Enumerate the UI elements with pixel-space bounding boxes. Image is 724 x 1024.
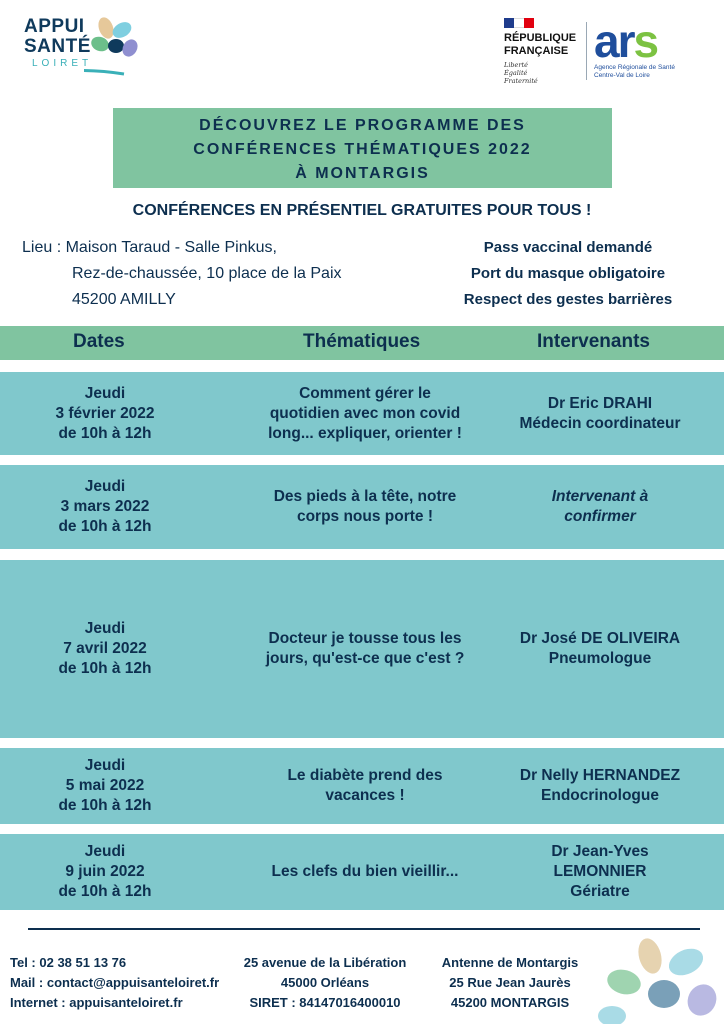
venue-line3: 45200 AMILLY bbox=[72, 291, 176, 308]
venue-info bbox=[22, 235, 342, 313]
footer-phone: Tel : 02 38 51 13 76 bbox=[10, 955, 127, 970]
subtitle: CONFÉRENCES EN PRÉSENTIEL GRATUITES POUR TOUS ! bbox=[132, 202, 592, 219]
footer-divider bbox=[28, 928, 700, 930]
ars-word-a: ar bbox=[594, 15, 634, 67]
footer-address bbox=[240, 953, 410, 1013]
speaker-name: Dr José DE OLIVEIRA bbox=[519, 630, 681, 647]
date-time: de 10h à 12h bbox=[58, 518, 152, 535]
row-speaker bbox=[500, 560, 700, 738]
table-row bbox=[0, 372, 724, 455]
row-date bbox=[30, 748, 180, 824]
ars-subtitle-2: Centre-Val de Loire bbox=[594, 72, 650, 79]
speaker-role: Pneumologue bbox=[548, 650, 652, 667]
footer-city: 45000 Orléans bbox=[280, 975, 370, 990]
row-speaker bbox=[500, 465, 700, 549]
speaker-role: Gériatre bbox=[570, 883, 630, 900]
speaker-name: Intervenant à bbox=[551, 488, 649, 505]
logo-line2: SANTÉ bbox=[24, 36, 91, 57]
date-value: 3 mars 2022 bbox=[60, 498, 150, 515]
title-line3: À MONTARGIS bbox=[295, 165, 430, 182]
row-date bbox=[30, 560, 180, 738]
antenne-street: 25 Rue Jean Jaurès bbox=[449, 975, 571, 990]
rf-line1: RÉPUBLIQUE bbox=[504, 32, 577, 44]
venue-line2: Rez-de-chaussée, 10 place de la Paix bbox=[72, 265, 342, 282]
row-date bbox=[30, 372, 180, 455]
header-dates: Dates bbox=[73, 331, 125, 352]
row-theme bbox=[245, 748, 485, 824]
date-value: 7 avril 2022 bbox=[63, 640, 147, 657]
theme-line: quotidien avec mon covid bbox=[269, 404, 461, 422]
french-flag-icon bbox=[504, 18, 534, 28]
antenne-title: Antenne de Montargis bbox=[441, 955, 579, 970]
ars-word-s: s bbox=[633, 15, 658, 67]
rf-line2: FRANÇAISE bbox=[504, 45, 569, 57]
requirements bbox=[420, 235, 716, 313]
row-date bbox=[30, 465, 180, 549]
speaker-role: Endocrinologue bbox=[541, 787, 659, 804]
speaker-name: Dr Jean-Yves bbox=[551, 843, 649, 860]
ars-wordmark bbox=[594, 15, 704, 67]
theme-line: Docteur je tousse tous les bbox=[268, 630, 462, 647]
ars-logo bbox=[594, 15, 704, 88]
motto-liberte: Liberté bbox=[504, 61, 528, 69]
speaker-role: Médecin coordinateur bbox=[519, 414, 681, 432]
appui-sante-logo bbox=[22, 14, 142, 84]
logo-line3: LOIRET bbox=[32, 58, 93, 69]
date-day: Jeudi bbox=[84, 620, 126, 637]
motto-egalite: Égalité bbox=[504, 69, 528, 77]
speaker-role: confirmer bbox=[564, 508, 636, 525]
footer-siret: SIRET : 84147016400010 bbox=[249, 995, 401, 1010]
speaker-name: Dr Eric DRAHI bbox=[547, 394, 653, 412]
footer-contact bbox=[10, 953, 219, 1013]
theme-line: corps nous porte ! bbox=[296, 508, 434, 525]
table-row bbox=[0, 465, 724, 549]
republique-francaise-logo bbox=[504, 18, 604, 88]
title-line1: DÉCOUVREZ LE PROGRAMME DES bbox=[199, 117, 526, 134]
row-speaker bbox=[500, 372, 700, 455]
petal-logo-icon bbox=[84, 14, 144, 84]
date-day: Jeudi bbox=[84, 843, 126, 860]
theme-line: vacances ! bbox=[325, 787, 405, 804]
theme-line: Les clefs du bien vieillir... bbox=[271, 863, 459, 880]
venue-line1: Lieu : Maison Taraud - Salle Pinkus, bbox=[22, 239, 277, 256]
date-day: Jeudi bbox=[84, 478, 126, 495]
row-theme bbox=[245, 372, 485, 455]
row-date bbox=[30, 834, 180, 910]
date-time: de 10h à 12h bbox=[58, 883, 152, 900]
date-value: 3 février 2022 bbox=[55, 404, 155, 422]
date-value: 5 mai 2022 bbox=[65, 777, 145, 794]
date-time: de 10h à 12h bbox=[58, 424, 152, 442]
rf-motto bbox=[504, 61, 604, 85]
requirement-pass: Pass vaccinal demandé bbox=[483, 239, 653, 256]
speaker-name: Dr Nelly HERNANDEZ bbox=[519, 767, 681, 784]
table-row bbox=[0, 834, 724, 910]
theme-line: Le diabète prend des bbox=[287, 767, 443, 784]
row-theme bbox=[245, 560, 485, 738]
row-theme bbox=[245, 834, 485, 910]
theme-line: long... expliquer, orienter ! bbox=[268, 424, 462, 442]
theme-line: Des pieds à la tête, notre bbox=[273, 488, 457, 505]
petal-decoration-icon bbox=[592, 934, 724, 1024]
header-speakers: Intervenants bbox=[537, 331, 650, 352]
title-box bbox=[113, 108, 612, 188]
requirement-mask: Port du masque obligatoire bbox=[470, 265, 666, 282]
date-day: Jeudi bbox=[84, 757, 126, 774]
theme-line: Comment gérer le bbox=[299, 384, 431, 402]
title-line2: CONFÉRENCES THÉMATIQUES 2022 bbox=[193, 141, 532, 158]
ars-subtitle-1: Agence Régionale de Santé bbox=[594, 64, 675, 71]
header-themes: Thématiques bbox=[303, 331, 421, 352]
footer-mail[interactable]: Mail : contact@appuisanteloiret.fr bbox=[10, 975, 220, 990]
table-row bbox=[0, 748, 724, 824]
motto-fraternite: Fraternité bbox=[504, 77, 538, 85]
requirement-gestures: Respect des gestes barrières bbox=[463, 291, 673, 308]
date-time: de 10h à 12h bbox=[58, 660, 152, 677]
speaker-name: LEMONNIER bbox=[553, 863, 647, 880]
footer-street: 25 avenue de la Libération bbox=[243, 955, 407, 970]
logo-divider bbox=[586, 22, 587, 80]
date-day: Jeudi bbox=[84, 384, 126, 402]
row-speaker bbox=[500, 834, 700, 910]
logo-line1: APPUI bbox=[24, 16, 85, 37]
date-value: 9 juin 2022 bbox=[65, 863, 145, 880]
table-row bbox=[0, 560, 724, 738]
date-time: de 10h à 12h bbox=[58, 797, 152, 814]
footer-antenne bbox=[440, 953, 580, 1013]
footer-website[interactable]: Internet : appuisanteloiret.fr bbox=[10, 995, 183, 1010]
theme-line: jours, qu'est-ce que c'est ? bbox=[265, 650, 465, 667]
row-theme bbox=[245, 465, 485, 549]
antenne-city: 45200 MONTARGIS bbox=[450, 995, 570, 1010]
row-speaker bbox=[500, 748, 700, 824]
table-header bbox=[0, 326, 724, 360]
